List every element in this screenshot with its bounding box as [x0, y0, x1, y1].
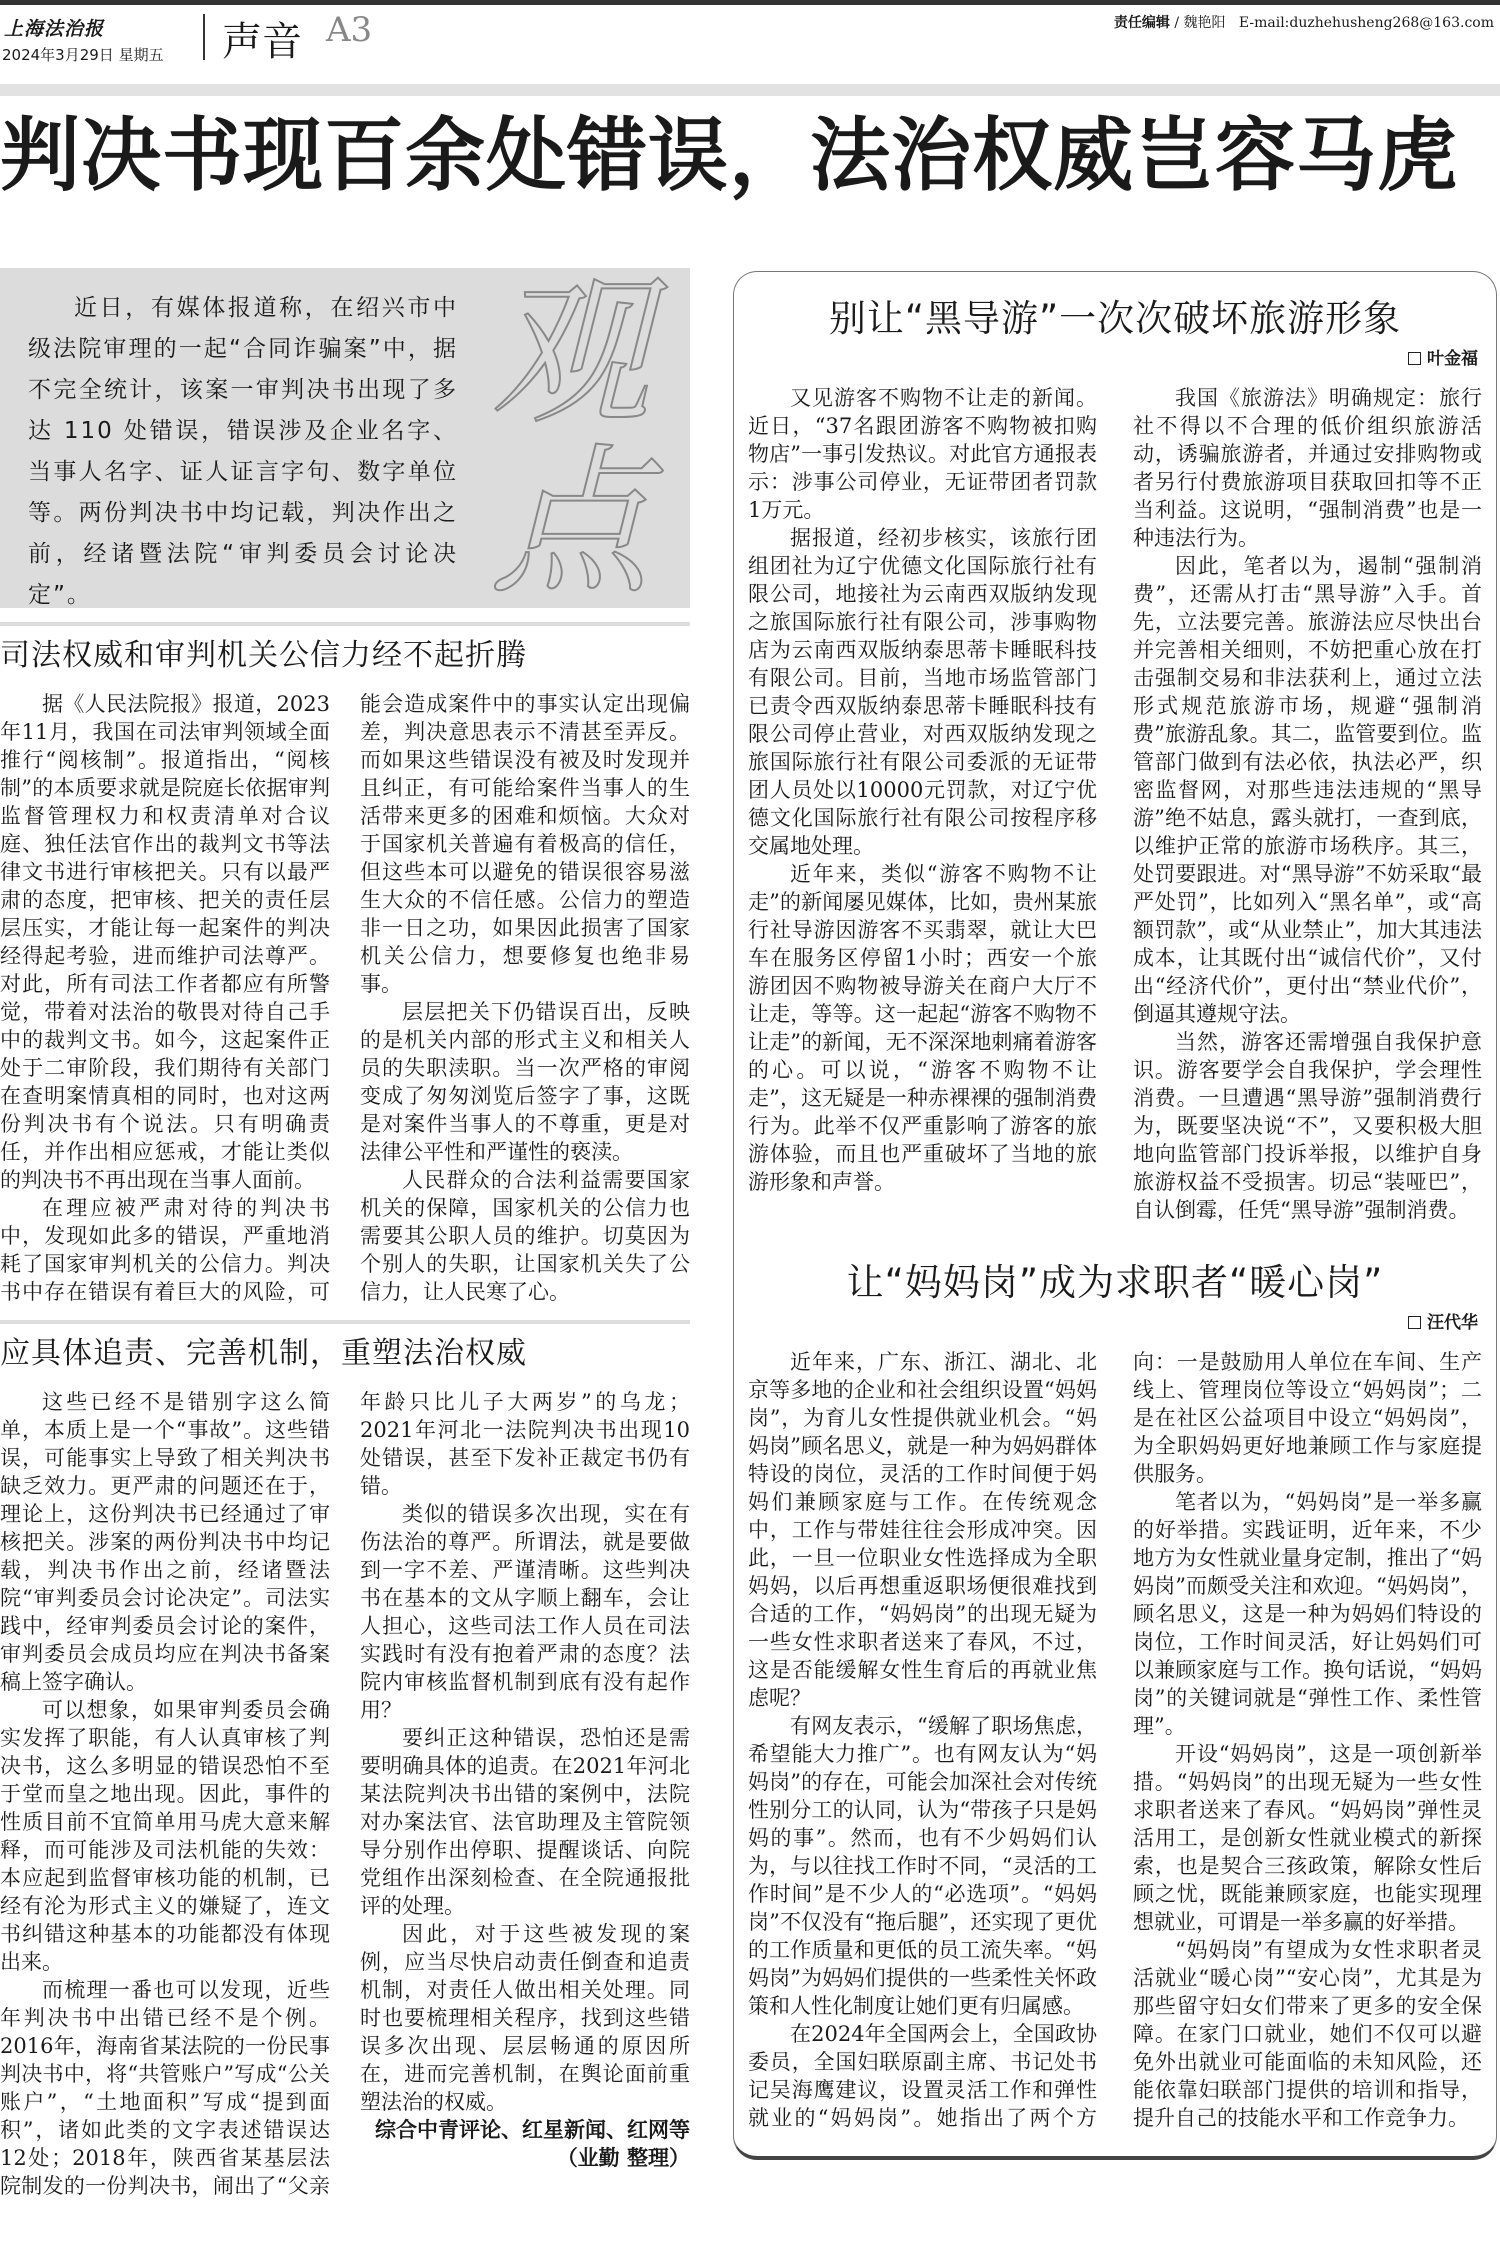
article-c-byline: [748, 346, 1478, 372]
article-b-body: [0, 1388, 690, 2200]
paragraph: 要纠正这种错误，恐怕还是需要明确具体的追责。在2021年河北某法院判决书出错的案例中，法院对办案法官、法官助理及主管院领导分别作出停职、提醒谈话、向院党组作出深刻检查、在全院通报批评的处理。: [360, 1726, 690, 1918]
paragraph: 近年来，类似“游客不购物不让走”的新闻屡见媒体，比如，贵州某旅行社导游因游客不买翡翠，就让大巴车在服务区停留1小时；西安一个旅游团因不购物被导游关在商户大厅不让走，等等。这一起起“游客不购物不让走”的新闻，无不深深地刺痛着游客的心。可以说，“游客不购物不让走”，这无疑是一种赤裸裸的强制消费行为。此举不仅严重影响了游客的旅游体验，而且也严重破坏了当地的旅游形象和声誉。: [748, 862, 1097, 1194]
paragraph: 可以想象，如果审判委员会确实发挥了职能，有人认真审核了判决书，这么多明显的错误恐怕不至于堂而皇之地出现。因此，事件的性质目前不宜简单用马虎大意来解释，而可能涉及司法机能的失效：本应起到监督审核功能的机制，已经有沦为形式主义的嫌疑了，连文书纠错这种基本的功能都没有体现出来。: [0, 1698, 330, 1974]
article-compiler: （业勤 整理）: [556, 2146, 690, 2170]
paragraph: 而梳理一番也可以发现，近些年判决书中出错已经不是个例。2016年，海南省某法院的一份民事判决书中，将“共管账户”写成“公关账户”，“土地面积”写成“提到面积”，诸如此类的文字表述错误达12处；2018年，陕西省某基层法院制发的一份判决书，闹出了“父亲年龄只比儿子大两岁”的乌龙；2021年河北一法院判决书出现10处错误，甚至下发补正裁定书仍有错。: [0, 1390, 690, 2198]
paragraph: 因此，笔者以为，遏制“强制消费”，还需从打击“黑导游”入手。首先，立法要完善。旅游法应尽快出台并完善相关细则，不妨把重心放在打击强制交易和非法获利上，通过立法形式规范旅游市场，规避“强制消费”旅游乱象。其二，监管要到位。监管部门做到有法必依，执法必严，织密监督网，对那些违法违规的“黑导游”绝不姑息，露头就打，一查到底，以维护正常的旅游市场秩序。其三，处罚要跟进。对“黑导游”不妨采取“最严处罚”，比如列入“黑名单”，或“高额罚款”，或“从业禁止”，加大其违法成本，让其既付出“诚信代价”，又付出“经济代价”，更付出“禁业代价”，倒逼其遵规守法。: [1133, 554, 1482, 1026]
paragraph: 在理应被严肃对待的判决书中，发现如此多的错误，严重地消耗了国家审判机关的公信力。判决书中存在错误有着巨大的风险，可能会造成案件中的事实认定出现偏差，判决意思表示不清甚至弄反。而如果这些错误没有被及时发现并且纠正，有可能给案件当事人的生活带来更多的困难和烦恼。大众对于国家机关普遍有着极高的信任，但这些本可以避免的错误很容易滋生大众的不信任感。公信力的塑造非一日之功，如果因此损害了国家机关公信力，想要修复也绝非易事。: [0, 692, 690, 1304]
article-a-title: 司法权威和审判机关公信力经不起折腾: [0, 622, 690, 676]
article-d-byline: [748, 1310, 1478, 1336]
header-divider: [203, 14, 205, 60]
editor-name: / 魏艳阳: [1174, 15, 1226, 31]
header-band: [0, 84, 1500, 96]
page-number: A3: [326, 10, 373, 50]
paragraph: 我国《旅游法》明确规定：旅行社不得以不合理的低价组织旅游活动，诱骗旅游者，并通过安排购物或者另行付费旅游项目获取回扣等不正当利益。这说明，“强制消费”也是一种违法行为。: [1133, 386, 1482, 550]
article-c-title: 别让“黑导游”一次次破坏旅游形象: [828, 297, 1402, 340]
article-b-title: 应具体追责、完善机制，重塑法治权威: [0, 1320, 690, 1374]
paragraph: 类似的错误多次出现，实在有伤法治的尊严。所谓法，就是要做到一字不差、严谨清晰。这些判决书在基本的文从字顺上翻车，会让人担心，这些司法工作人员在司法实践时有没有抱着严肃的态度？法院内审核监督机制到底有没有起作用？: [360, 1502, 690, 1722]
article-spacer: [748, 1224, 1482, 1260]
paragraph: 近年来，广东、浙江、湖北、北京等多地的企业和社会组织设置“妈妈岗”，为育儿女性提供就业机会。“妈妈岗”顾名思义，就是一种为妈妈群体特设的岗位，灵活的工作时间便于妈妈们兼顾家庭与工作。在传统观念中，工作与带娃往往会形成冲突。因此，一旦一位职业女性选择成为全职妈妈，以后再想重返职场便很难找到合适的工作，“妈妈岗”的出现无疑为一些女性求职者送来了春风，不过，这是否能缓解女性生育后的再就业焦虑呢？: [748, 1350, 1097, 1710]
top-rule: [0, 0, 1500, 5]
newspaper-masthead: 上海法治报: [4, 18, 105, 40]
article-d-title: 让“妈妈岗”成为求职者“暖心岗”: [846, 1261, 1384, 1304]
intro-text: 近日，有媒体报道称，在绍兴市中级法院审理的一起“合同诈骗案”中，据不完全统计，该案一审判决书出现了多达 110 处错误，错误涉及企业名字、当事人名字、证人证言字句、数字单位等。两份判决书中均记载，判决作出之前，经诸暨法院“审判委员会讨论决定”。: [28, 295, 458, 608]
paragraph: 人民群众的合法利益需要国家机关的保障，国家机关的公信力也需要其公职人员的维护。切莫因为个别人的失职，让国家机关失了公信力，让人民寒了心。: [360, 1168, 690, 1304]
editor-info: [1114, 12, 1494, 32]
author-name: 汪代华: [1427, 1313, 1478, 1333]
section-name: 声音: [222, 19, 302, 65]
paragraph: 笔者以为，“妈妈岗”是一举多赢的好举措。实践证明，近年来，不少地方为女性就业量身定制，推出了“妈妈岗”而颇受关注和欢迎。“妈妈岗”，顾名思义，这是一种为妈妈们特设的岗位，工作时间灵活，好让妈妈们可以兼顾家庭与工作。换句话说，“妈妈岗”的关键词就是“弹性工作、柔性管理”。: [1133, 1490, 1482, 1738]
paragraph: 当然，游客还需增强自我保护意识。游客要学会自我保护，学会理性消费。一旦遭遇“黑导游”强制消费行为，既要坚决说“不”，又要积极大胆地向监管部门投诉举报，以维护自身旅游权益不受损害。切忌“装哑巴”，自认倒霉，任凭“黑导游”强制消费。: [1133, 1030, 1482, 1222]
article-source: 综合中青评论、红星新闻、红网等: [375, 2118, 690, 2142]
paragraph: 据报道，经初步核实，该旅行团组团社为辽宁优德文化国际旅行社有限公司，地接社为云南西双版纳发现之旅国际旅行社有限公司，涉事购物店为云南西双版纳泰思蒂卡睡眠科技有限公司。目前，当地市场监管部门已责令西双版纳泰思蒂卡睡眠科技有限公司停止营业，对西双版纳发现之旅国际旅行社有限公司委派的无证带团人员处以10000元罚款，对辽宁优德文化国际旅行社有限公司按程序移交属地处理。: [748, 526, 1097, 858]
editor-label: 责任编辑: [1113, 15, 1170, 31]
paragraph: 层层把关下仍错误百出，反映的是机关内部的形式主义和相关人员的失职渎职。当一次严格的审阅变成了匆匆浏览后签字了事，这既是对案件当事人的不尊重，更是对法律公平性和严谨性的亵渎。: [360, 1000, 690, 1164]
left-column: [0, 259, 690, 2200]
article-c-body: [748, 384, 1482, 1224]
paragraph: 因此，对于这些被发现的案例，应当尽快启动责任倒查和追责机制，对责任人做出相关处理。同时也要梳理相关程序，找到这些错误多次出现、层层畅通的原因所在，进而完善机制，在舆论面前重塑法治的权威。: [360, 1922, 690, 2114]
page-headline: 判决书现百余处错误，法治权威岂容马虎: [0, 109, 1458, 202]
article-a-body: [0, 690, 690, 1306]
article-d-body: [748, 1348, 1482, 2132]
issue-date: 2024年3月29日 星期五: [2, 46, 164, 64]
viewpoint-decoration: 观点: [490, 259, 651, 616]
paragraph: 据《人民法院报》报道，2023年11月，我国在司法审判领域全面推行“阅核制”。报道指出，“阅核制”的本质要求就是院庭长依据审判监督管理权力和权责清单对合议庭、独任法官作出的裁判文书等法律文书进行审核把关。只有以最严肃的态度，把审核、把关的责任层层压实，才能让每一起案件的判决经得起考验，进而维护司法尊严。对此，所有司法工作者都应有所警觉，带着对法治的敬畏对待自己手中的裁判文书。如今，这起案件正处于二审阶段，我们期待有关部门在查明案情真相的同时，也对这两份判决书有个说法。只有明确责任，并作出相应惩戒，才能让类似的判决书不再出现在当事人面前。: [0, 692, 330, 1192]
byline-square-icon: [1408, 1316, 1421, 1329]
paragraph: 这些已经不是错别字这么简单，本质上是一个“事故”。这些错误，可能事实上导致了相关判决书缺乏效力。更严肃的问题还在于，理论上，这份判决书已经通过了审核把关。涉案的两份判决书中均记载，判决书作出之前，经诸暨法院“审判委员会讨论决定”。司法实践中，经审判委员会讨论的案件，审判委员会成员均应在判决书备案稿上签字确认。: [0, 1390, 330, 1694]
paragraph: “妈妈岗”有望成为女性求职者灵活就业“暖心岗”“安心岗”，尤其是为那些留守妇女们带来了更多的安全保障。在家门口就业，她们不仅可以避免外出就业可能面临的未知风险，还能依靠妇联部门提供的培训和指导，提升自己的技能水平和工作竞争力。: [1133, 1938, 1482, 2130]
paragraph: 开设“妈妈岗”，这是一项创新举措。“妈妈岗”的出现无疑为一些女性求职者送来了春风。“妈妈岗”弹性灵活用工，是创新女性就业模式的新探索，也是契合三孩政策，解除女性后顾之忧，既能兼顾家庭，也能实现理想就业，可谓是一举多赢的好举措。: [1133, 1742, 1482, 1934]
intro-box: [0, 259, 690, 616]
author-name: 叶金福: [1427, 349, 1478, 369]
editor-email: E-mail:duzhehusheng268@163.com: [1238, 15, 1494, 31]
paragraph: 有网友表示，“缓解了职场焦虑，希望能大力推广”。也有网友认为“妈妈岗”的存在，可能会加深社会对传统性别分工的认同，认为“带孩子只是妈妈的事”。然而，也有不少妈妈们认为，与以往找工作时不同，“灵活的工作时间”是不少人的“必选项”。“妈妈岗”不仅没有“拖后腿”，还实现了更优的工作质量和更低的员工流失率。“妈妈岗”为妈妈们提供的一些柔性关怀政策和人性化制度让她们更有归属感。: [748, 1714, 1097, 2018]
commentary-panel: [733, 271, 1497, 2160]
paragraph: 又见游客不购物不让走的新闻。近日，“37名跟团游客不购物被扣购物店”一事引发热议。对此官方通报表示：涉事公司停业，无证带团者罚款1万元。: [748, 386, 1097, 522]
paragraph: 在2024年全国两会上，全国政协委员，全国妇联原副主席、书记处书记吴海鹰建议，设置灵活工作和弹性就业的“妈妈岗”。她指出了两个方向：一是鼓励用人单位在车间、生产线上、管理岗位等设立“妈妈岗”；二是在社区公益项目中设立“妈妈岗”，为全职妈妈更好地兼顾工作与家庭提供服务。: [748, 1350, 1482, 2130]
byline-square-icon: [1408, 352, 1421, 365]
